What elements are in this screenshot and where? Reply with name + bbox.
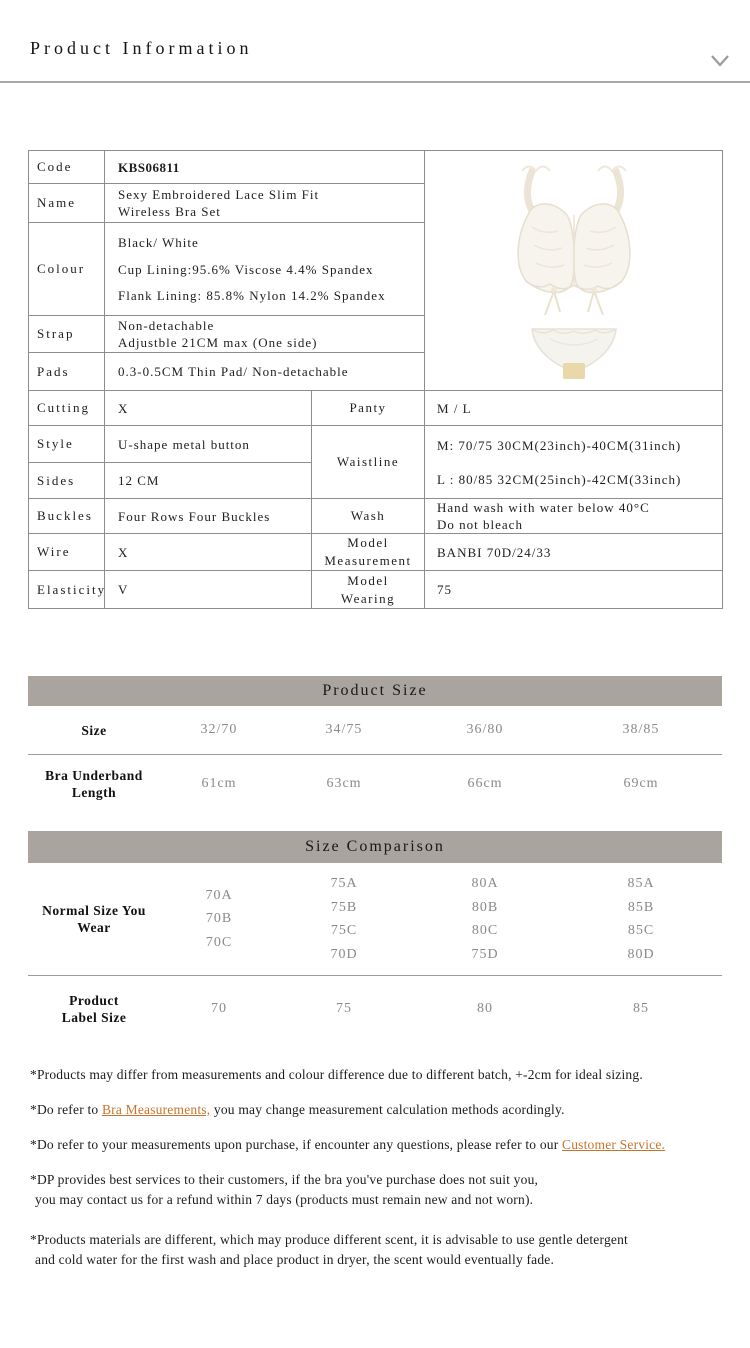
label-size-value: 70 — [211, 1000, 227, 1016]
page-title: Product Information — [30, 38, 253, 58]
table-row — [29, 534, 723, 571]
size-comparison-row-normal — [28, 863, 722, 976]
size-comparison-header: Size Comparison — [28, 831, 722, 863]
table-row — [29, 499, 723, 534]
comparison-column: 85A 85B 85C 80D — [627, 876, 655, 962]
spec-value-sides: 12 CM — [105, 463, 312, 499]
spec-label-cutting: Cutting — [29, 391, 105, 426]
row-label: Bra Underband Length — [45, 768, 143, 800]
spec-label-wash: Wash — [312, 499, 425, 534]
chevron-down-icon[interactable] — [710, 54, 730, 68]
customer-service-link[interactable]: Customer Service. — [562, 1137, 666, 1152]
spec-value-pads: 0.3-0.5CM Thin Pad/ Non-detachable — [105, 353, 425, 391]
note-batch-difference: *Products may differ from measurements and colour difference due to different batch, +-2cm for ideal sizing. — [30, 1067, 643, 1082]
spec-value-strap: Non-detachable Adjustble 21CM max (One side) — [105, 316, 425, 353]
spec-label-wire: Wire — [29, 534, 105, 571]
row-label: Product Label Size — [61, 992, 127, 1025]
spec-value-colour: Black/ White Cup Lining:95.6% Viscose 4.4% Spandex Flank Lining: 85.8% Nylon 14.2% Spandex — [105, 223, 425, 316]
spec-value-wash: Hand wash with water below 40°C Do not bleach — [425, 499, 723, 534]
product-photo — [454, 153, 694, 385]
spec-value-model-measurement: BANBI 70D/24/33 — [425, 534, 723, 571]
spec-label-panty: Panty — [312, 391, 425, 426]
spec-label-colour: Colour — [29, 223, 105, 316]
size-value: 36/80 — [466, 722, 504, 737]
size-value: 34/75 — [325, 722, 363, 737]
underband-value: 69cm — [623, 776, 659, 791]
spec-value-cutting: X — [105, 391, 312, 426]
table-row — [29, 426, 723, 463]
comparison-column: 80A 80B 80C 75D — [471, 876, 499, 962]
label-size-value: 85 — [633, 1000, 649, 1016]
product-size-row-size — [28, 706, 722, 755]
note-material-scent: *Products materials are different, which may produce different scent, it is advisable to use gentle detergent and cold water for the first wash and place product in dryer, the scent would eventually fade. — [30, 1232, 628, 1267]
spec-value-wire: X — [105, 534, 312, 571]
spec-value-name: Sexy Embroidered Lace Slim Fit Wireless Bra Set — [105, 184, 425, 223]
size-comparison-row-labelsize — [28, 976, 722, 1041]
spec-label-waistline: Waistline — [312, 426, 425, 499]
spec-value-panty: M / L — [425, 391, 723, 426]
spec-value-buckles: Four Rows Four Buckles — [105, 499, 312, 534]
label-size-value: 80 — [477, 1000, 493, 1016]
size-value: 38/85 — [622, 722, 660, 737]
spec-label-strap: Strap — [29, 316, 105, 353]
product-photo-cell — [425, 151, 723, 391]
spec-label-model-wearing: Model Wearing — [312, 571, 425, 609]
spec-label-elasticity: Elasticity — [29, 571, 105, 609]
row-label: Normal Size You Wear — [42, 903, 146, 935]
spec-label-name: Name — [29, 184, 105, 223]
table-row — [29, 571, 723, 609]
product-size-header: Product Size — [28, 676, 722, 706]
label-size-value: 75 — [336, 1000, 352, 1016]
underband-value: 61cm — [201, 776, 237, 791]
spec-value-model-wearing: 75 — [425, 571, 723, 609]
table-row — [29, 391, 723, 426]
spec-label-model-measurement: Model Measurement — [312, 534, 425, 571]
product-size-row-underband — [28, 755, 722, 813]
spec-label-pads: Pads — [29, 353, 105, 391]
spec-label-style: Style — [29, 426, 105, 463]
spec-value-style: U-shape metal button — [105, 426, 312, 463]
row-label: Size — [81, 722, 107, 738]
bra-measurements-link[interactable]: Bra Measurements, — [101, 1102, 211, 1117]
spec-table-section — [28, 150, 722, 609]
spec-table — [28, 150, 723, 609]
spec-value-waistline: M: 70/75 30CM(23inch)-40CM(31inch) L : 80/85 32CM(25inch)-42CM(33inch) — [425, 426, 723, 499]
spec-value-elasticity: V — [105, 571, 312, 609]
note-bra-measurements: *Do refer to Bra Measurements, you may change measurement calculation methods acordingly. — [30, 1102, 565, 1117]
spec-label-sides: Sides — [29, 463, 105, 499]
note-refund-policy: *DP provides best services to their customers, if the bra you've purchase does not suit you, you may contact us for a refund within 7 days (products must remain new and not worn). — [30, 1172, 539, 1207]
spec-label-buckles: Buckles — [29, 499, 105, 534]
comparison-column: 75A 75B 75C 70D — [330, 876, 358, 962]
section-header — [0, 0, 750, 83]
size-value: 32/70 — [200, 722, 238, 737]
underband-value: 66cm — [467, 776, 503, 791]
spec-label-code: Code — [29, 151, 105, 184]
comparison-column: 70A 70B 70C — [205, 887, 233, 950]
table-row — [29, 151, 723, 184]
spec-value-code: KBS06811 — [105, 151, 425, 184]
note-customer-service: *Do refer to your measurements upon purchase, if encounter any questions, please refer to our Customer Service. — [30, 1137, 666, 1152]
underband-value: 63cm — [326, 776, 362, 791]
footnotes — [30, 1065, 722, 1270]
